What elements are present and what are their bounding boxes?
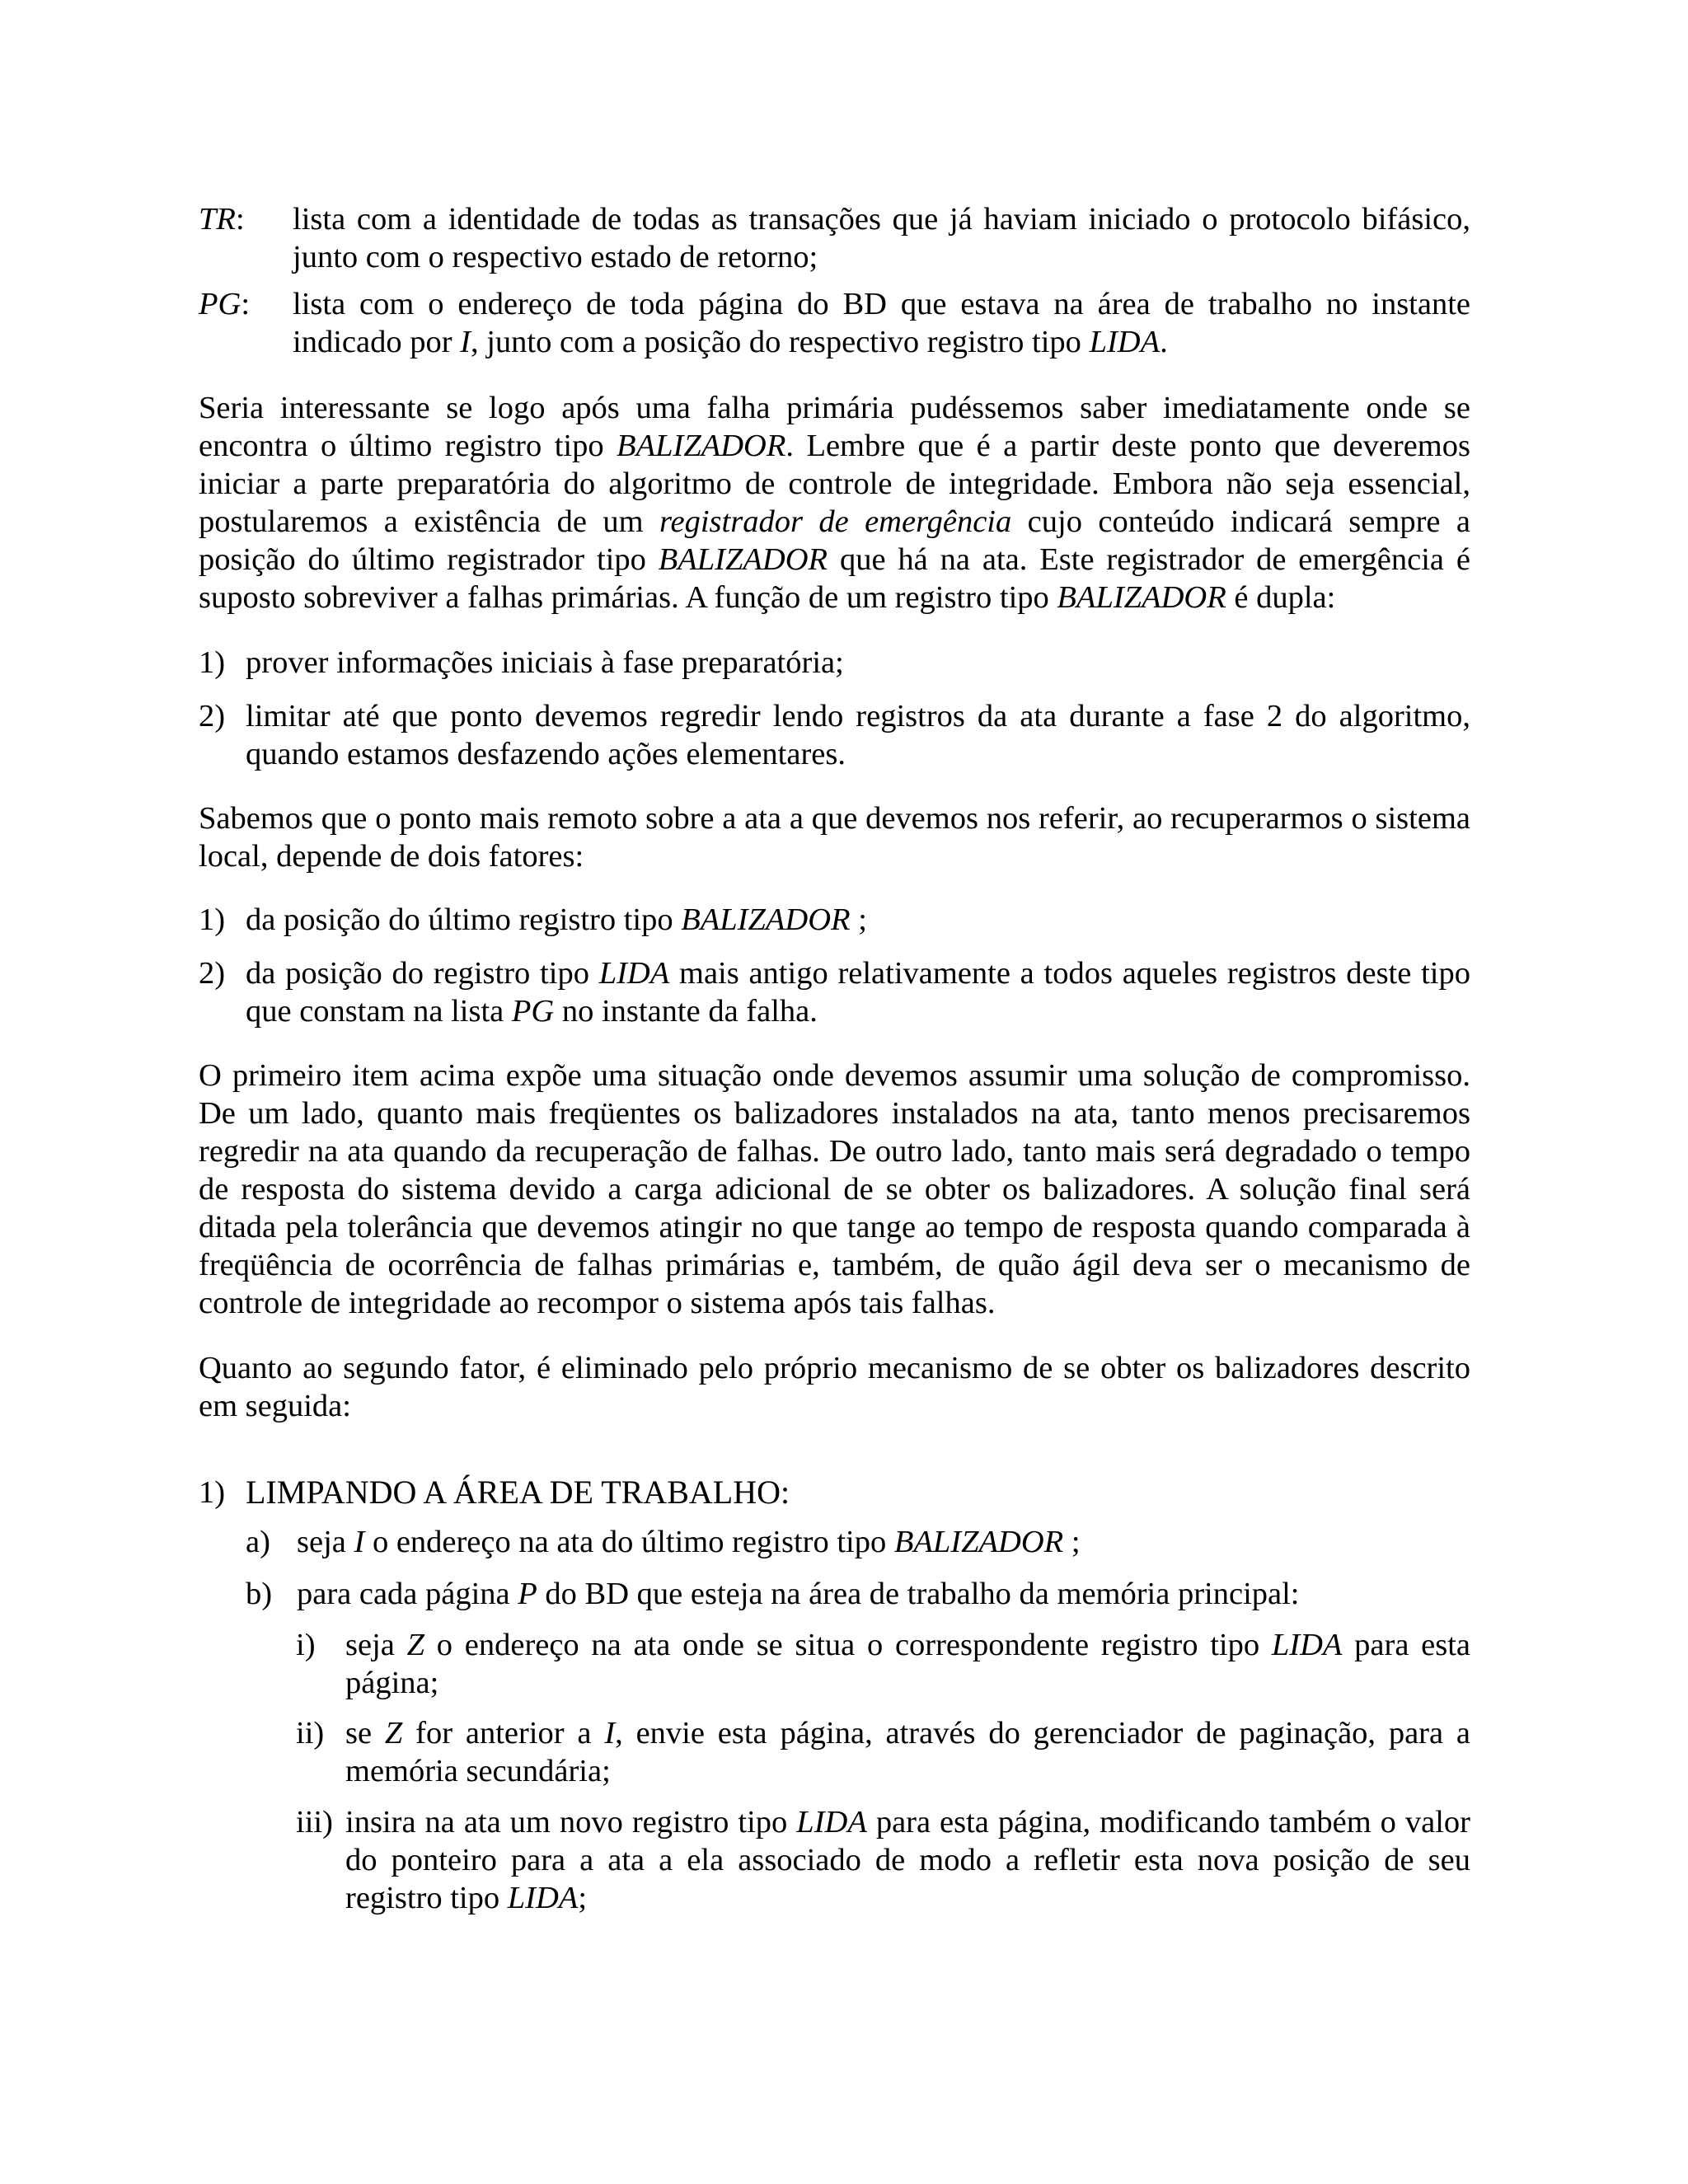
definition-pg [199,285,1470,361]
definition-tr [199,200,1470,276]
section-heading: 1) LIMPANDO A ÁREA DE TRABALHO: [199,1474,790,1511]
definition-text: lista com a identidade de todas as transações que já haviam iniciado o protocolo bifásico, junto com o respectivo estado de retorno; [293,202,1470,274]
paragraph: Sabemos que o ponto mais remoto sobre a ata a que devemos nos referir, ao recuperarmos o sistema local, depende de dois fatores: [199,801,1470,874]
definition-term: PG: [199,287,251,321]
subsublist-item: iii) insira na ata um novo registro tipo LIDA para esta página, modificando também o valor do ponteiro para a ata a ela associado de modo a refletir esta nova posição de seu registro tipo LIDA; [296,1805,1470,1915]
definition-term: TR: [199,202,245,237]
paragraph: Seria interessante se logo após uma falha primária pudéssemos saber imediatamente onde se encontra o último registro tipo BALIZADOR. Lembre que é a partir deste ponto que deveremos iniciar a parte preparatória do algoritmo de controle de integridade. Embora não seja essencial, postularemos a existência de um registrador de emergência cujo conteúdo indicará sempre a posição do último registrador tipo BALIZADOR que há na ata. Este registrador de emergência é suposto sobreviver a falhas primárias. A função de um registro tipo BALIZADOR é dupla: [199,391,1470,615]
subsublist-item: i) seja Z o endereço na ata onde se situa o correspondente registro tipo LIDA para esta página; [296,1628,1471,1700]
paragraph: O primeiro item acima expõe uma situação onde devemos assumir uma solução de compromisso. De um lado, quanto mais freqüentes os balizadores instalados na ata, tanto menos precisaremos regredir na ata quando da recuperação de falhas. De outro lado, tanto mais será degradado o tempo de resposta do sistema devido a carga adicional de se obter os balizadores. A solução final será ditada pela tolerância que devemos atingir no que tange ao tempo de resposta quando comparada à freqüência de ocorrência de falhas primárias e, também, de quão ágil deva ser o mecanismo de controle de integridade ao recompor o sistema após tais falhas. [199,1058,1470,1320]
sublist-item: b) para cada página P do BD que esteja na área de trabalho da memória principal: [246,1577,1300,1611]
paragraph: Quanto ao segundo fator, é eliminado pelo próprio mecanismo de se obter os balizadores descrito em seguida: [199,1351,1470,1423]
list-item: 2) limitar até que ponto devemos regredir lendo registros da ata durante a fase 2 do algoritmo, quando estamos desfazendo ações elementares. [199,699,1470,771]
list-item: 1) prover informações iniciais à fase preparatória; [199,645,844,680]
list-item: 2) da posição do registro tipo LIDA mais antigo relativamente a todos aqueles registros deste tipo que constam na lista PG no instante da falha. [199,956,1470,1029]
subsublist-item: ii) se Z for anterior a I, envie esta página, através do gerenciador de paginação, para a memória secundária; [296,1716,1471,1788]
sublist-item: a) seja I o endereço na ata do último registro tipo BALIZADOR ; [246,1525,1081,1559]
list-item: 1) da posição do último registro tipo BALIZADOR ; [199,902,867,937]
definition-text: lista com o endereço de toda página do BD que estava na área de trabalho no instante indicado por I, junto com a posição do respectivo registro tipo LIDA. [293,287,1470,359]
